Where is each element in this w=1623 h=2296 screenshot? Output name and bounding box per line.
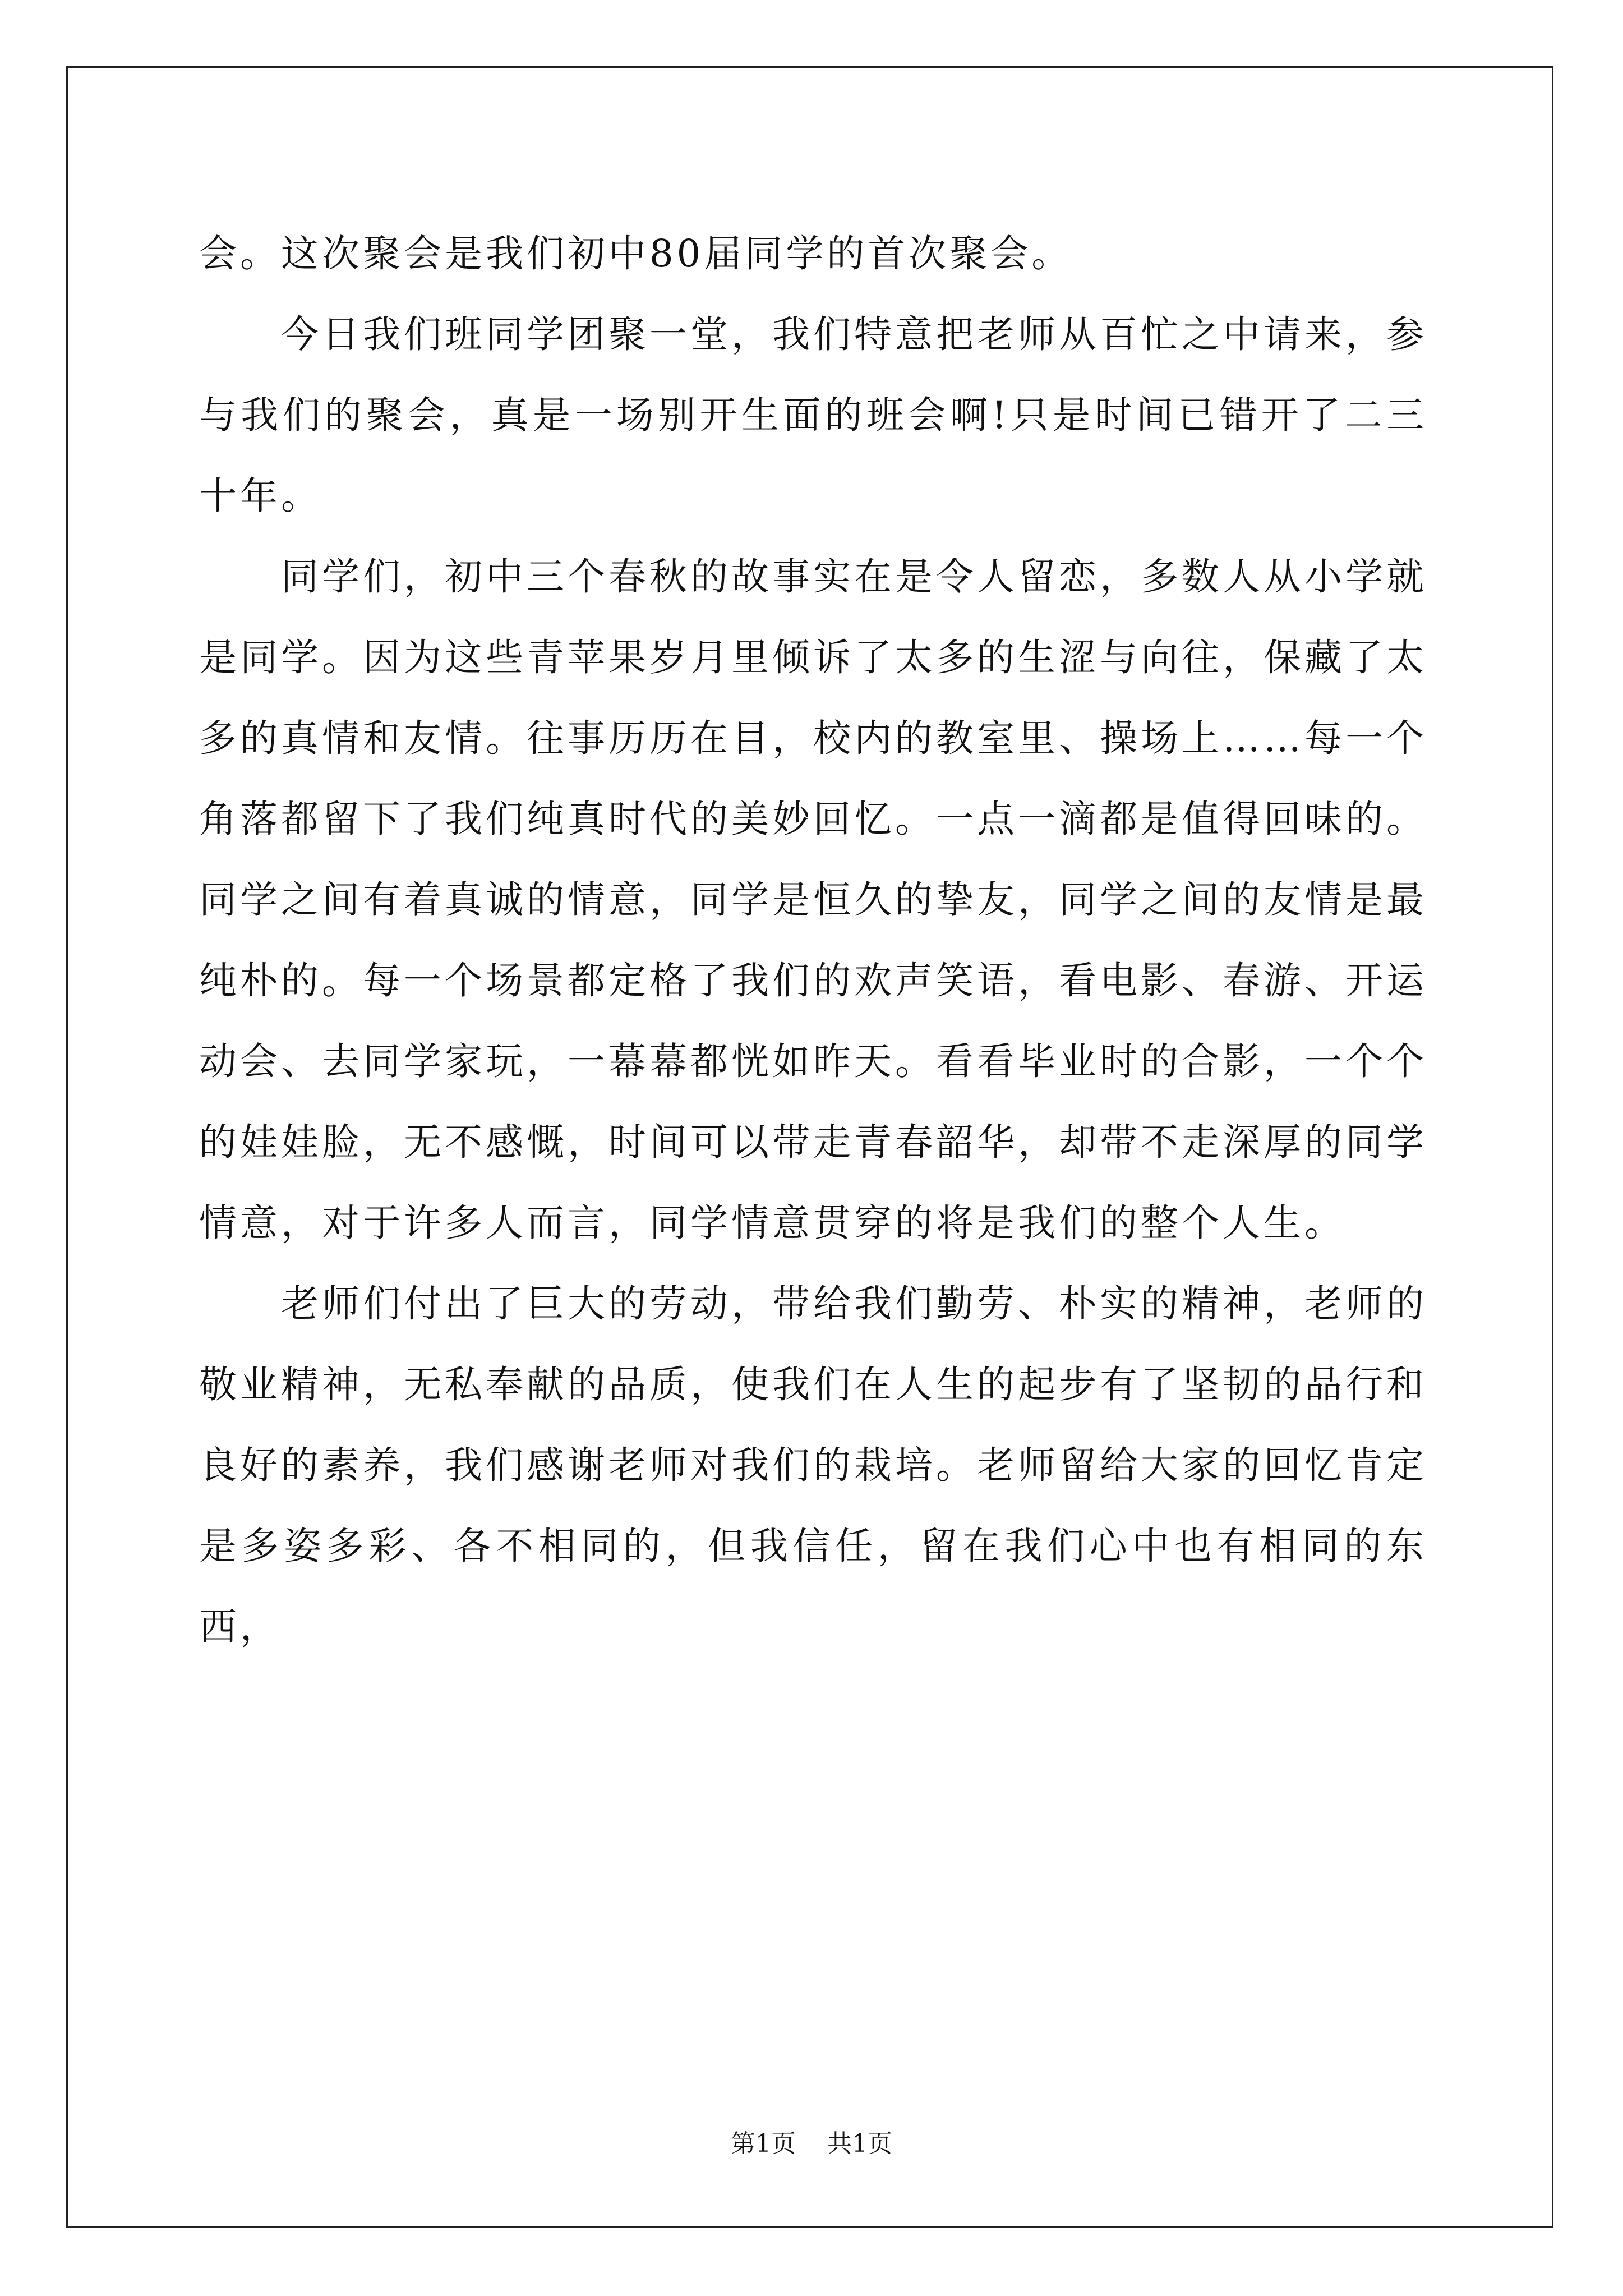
paragraph-continuation: 会。这次聚会是我们初中80届同学的首次聚会。 xyxy=(199,232,1073,275)
paragraph-classmates: 同学们，初中三个春秋的故事实在是令人留恋，多数人从小学就是同学。因为这些青苹果岁月里倾诉了太多的生涩与向往，保藏了太多的真情和友情。往事历历在目，校内的教室里、操场上……每一个角落都留下了我们纯真时代的美妙回忆。一点一滴都是值得回味的。同学之间有着真诚的情意，同学是恒久的挚友，同学之间的友情是最纯朴的。每一个场景都定格了我们的欢声笑语，看电影、春游、开运动会、去同学家玩，一幕幕都恍如昨天。看看毕业时的合影，一个个的娃娃脸，无不感慨，时间可以带走青春韶华，却带不走深厚的同学情意，对于许多人而言，同学情意贯穿的将是我们的整个人生。 xyxy=(199,555,1427,1245)
document-body xyxy=(199,213,1427,1667)
page-total: 共1页 xyxy=(827,2129,892,2158)
page-footer xyxy=(0,2127,1623,2161)
paragraph-teachers: 老师们付出了巨大的劳动，带给我们勤劳、朴实的精神，老师的敬业精神，无私奉献的品质，使我们在人生的起步有了坚韧的品行和良好的素养，我们感谢老师对我们的栽培。老师留给大家的回忆肯定是多姿多彩、各不相同的，但我信任，留在我们心中也有相同的东西， xyxy=(199,1282,1427,1649)
paragraph-gathering: 今日我们班同学团聚一堂，我们特意把老师从百忙之中请来，参与我们的聚会，真是一场别开生面的班会啊!只是时间已错开了二三十年。 xyxy=(199,312,1427,518)
page-number: 第1页 xyxy=(731,2129,796,2158)
